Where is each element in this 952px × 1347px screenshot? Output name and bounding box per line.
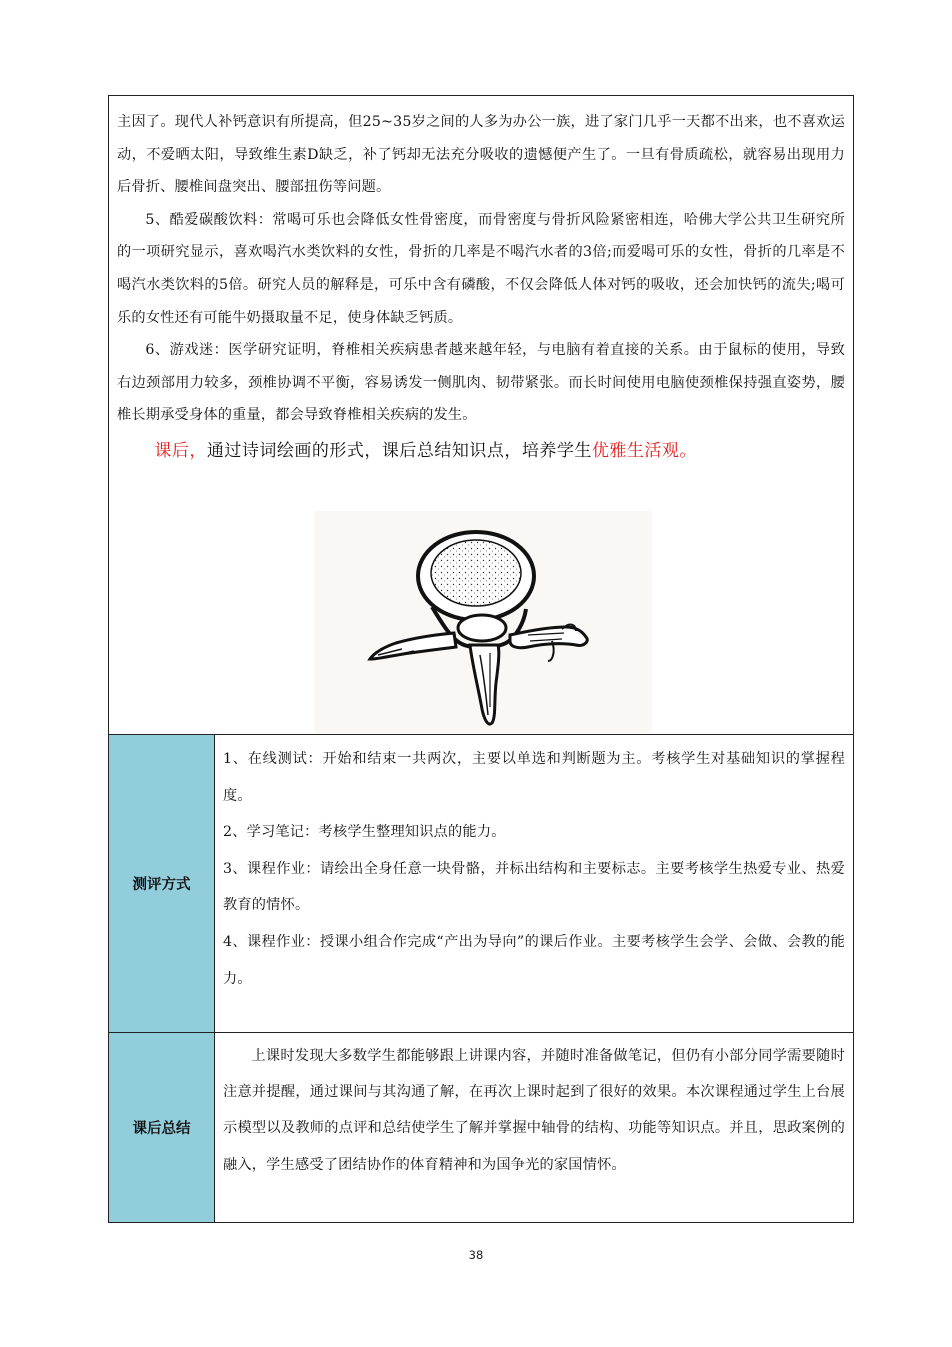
summary-label: 课后总结 bbox=[109, 1033, 215, 1222]
summary-content bbox=[215, 1033, 853, 1222]
highlight-middle: 通过诗词绘画的形式，课后总结知识点，培养学生 bbox=[206, 440, 592, 461]
highlight-red-end: 优雅生活观。 bbox=[591, 440, 697, 461]
paragraph-carbonated-drinks: 5、酷爱碳酸饮料：常喝可乐也会降低女性骨密度，而骨密度与骨折风险紧密相连，哈佛大学公共卫生研究所的一项研究显示，喜欢喝汽水类饮料的女性，骨折的几率是不喝汽水者的3倍;而爱喝可乐的女性，骨折的几率是不喝汽水类饮料的5倍。研究人员的解释是，可乐中含有磷酸，不仅会降低人体对钙的吸收，还会加快钙的流失;喝可乐的女性还有可能牛奶摄取量不足，使身体缺乏钙质。 bbox=[117, 211, 845, 326]
page-number: 38 bbox=[468, 1248, 484, 1262]
evaluation-item: 4、课程作业：授课小组合作完成“产出为导向”的课后作业。主要考核学生会学、会做、会教的能力。 bbox=[223, 933, 845, 987]
evaluation-item: 1、在线测试：开始和结束一共两次，主要以单选和判断题为主。考核学生对基础知识的掌握程度。 bbox=[223, 751, 845, 804]
vertebra-drawing bbox=[314, 511, 652, 733]
summary-text: 上课时发现大多数学生都能够跟上讲课内容，并随时准备做笔记，但仍有小部分同学需要随时注意并提醒，通过课间与其沟通了解，在再次上课时起到了很好的效果。本次课程通过学生上台展示模型以及教师的点评和总结使学生了解并掌握中轴骨的结构、功能等知识点。并且，思政案例的融入，学生感受了团结协作的体育精神和为国争光的家国情怀。 bbox=[223, 1048, 845, 1173]
after-class-highlight bbox=[117, 436, 845, 466]
evaluation-content bbox=[215, 735, 853, 1032]
lesson-table bbox=[108, 95, 854, 1223]
paragraph-intro: 主因了。现代人补钙意识有所提高，但25~35岁之间的人多为办公一族，进了家门几乎一天都不出来，也不喜欢运动，不爱晒太阳，导致维生素D缺乏，补了钙却无法充分吸收的遗憾便产生了。一旦有骨质疏松，就容易出现用力后骨折、腰椎间盘突出、腰部扭伤等问题。 bbox=[117, 114, 845, 196]
evaluation-label: 测评方式 bbox=[109, 735, 215, 1032]
evaluation-item: 2、学习笔记：考核学生整理知识点的能力。 bbox=[223, 824, 506, 841]
evaluation-item: 3、课程作业：请绘出全身任意一块骨骼，并标出结构和主要标志。主要考核学生热爱专业、热爱教育的情怀。 bbox=[223, 860, 845, 914]
evaluation-row bbox=[109, 735, 853, 1033]
paragraph-gamers: 6、游戏迷：医学研究证明，脊椎相关疾病患者越来越年轻，与电脑有着直接的关系。由于鼠标的使用，导致右边颈部用力较多，颈椎协调不平衡，容易诱发一侧肌肉、韧带紧张。而长时间使用电脑使颈椎保持强直姿势，腰椎长期承受身体的重量，都会导致脊椎相关疾病的发生。 bbox=[117, 342, 845, 424]
highlight-red-start: 课后， bbox=[154, 440, 207, 461]
lesson-content-cell bbox=[109, 96, 853, 735]
vertebra-illustration bbox=[314, 511, 652, 733]
summary-row bbox=[109, 1033, 853, 1222]
